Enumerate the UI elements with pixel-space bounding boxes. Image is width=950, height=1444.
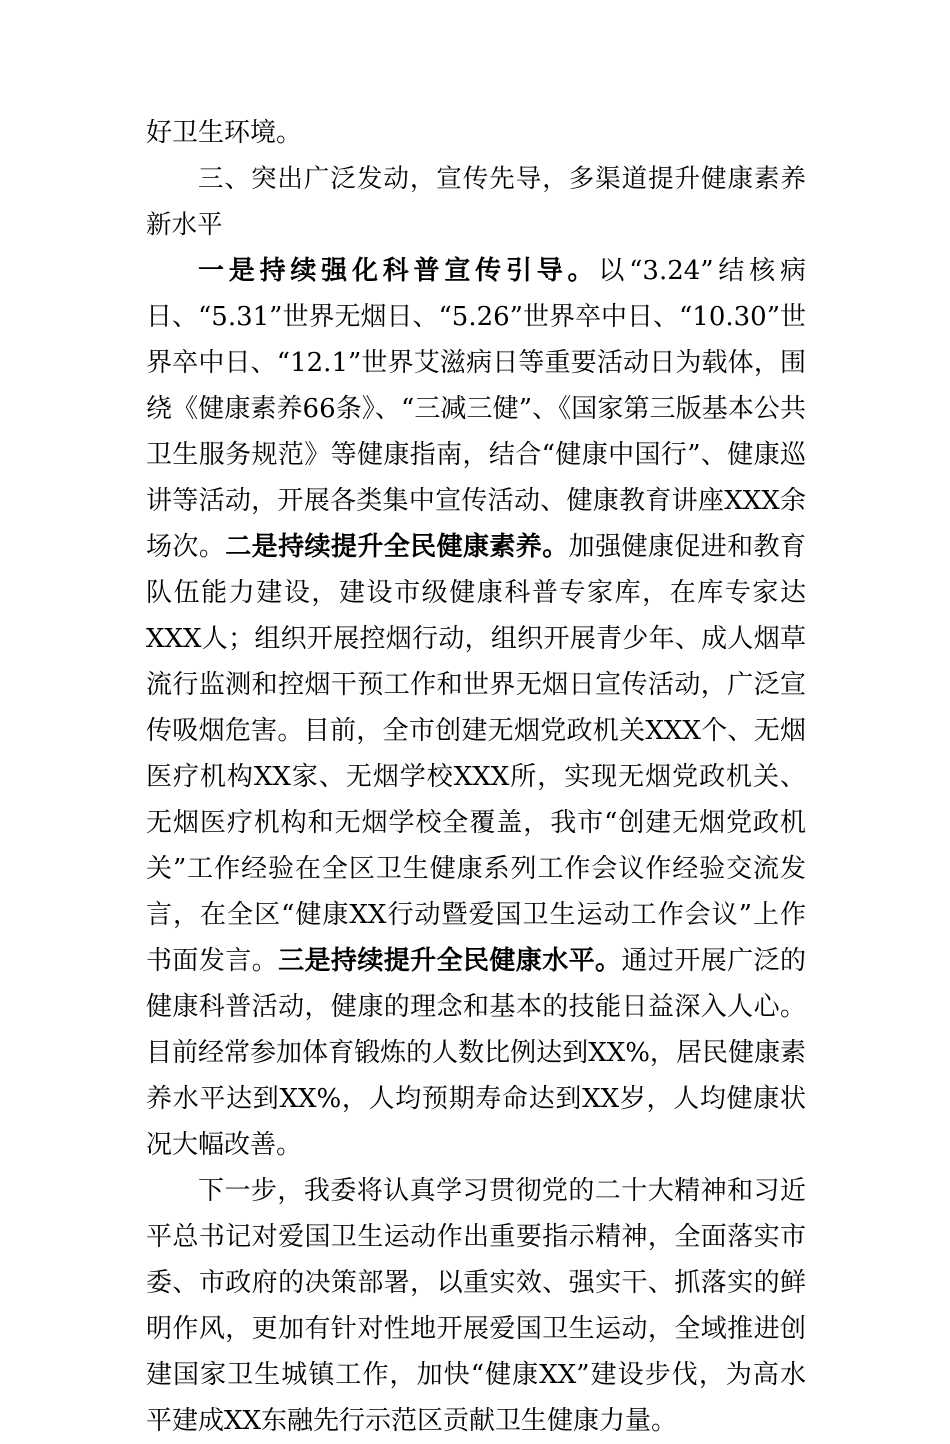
paragraph-next-steps: 下一步，我委将认真学习贯彻党的二十大精神和习近平总书记对爱国卫生运动作出重要指示精神，全面落实市委、市政府的决策部署，以重实效、强实干、抓落实的鲜明作风，更加有针对性地开展爱国卫生运动，全域推进创建国家卫生城镇工作，加快“健康XX”建设步伐，为高水平建成XX东融先行示范区贡献卫生健康力量。	[146, 1176, 806, 1436]
lead-sentence-1: 一是持续强化科普宣传引导。	[198, 256, 599, 286]
section-heading: 三、突出广泛发动，宣传先导，多渠道提升健康素养新水平	[146, 164, 806, 240]
paragraph-continuation: 好卫生环境。	[146, 118, 303, 148]
paragraph-health-literacy	[146, 248, 806, 1168]
lead-sentence-2: 二是持续提升全民健康素养。	[225, 532, 569, 562]
paragraph-text-1: 以“3.24”结核病日、“5.31”世界无烟日、“5.26”世界卒中日、“10.30”世界卒中日、“12.1”世界艾滋病日等重要活动日为载体，围绕《健康素养66条》、“三减三健”、《国家第三版基本公共卫生服务规范》等健康指南，结合“健康中国行”、健康巡讲等活动，开展各类集中宣传活动、健康教育讲座XXX余场次。	[146, 256, 806, 562]
paragraph-text-3: 通过开展广泛的健康科普活动，健康的理念和基本的技能日益深入人心。目前经常参加体育锻炼的人数比例达到XX%，居民健康素养水平达到XX%，人均预期寿命达到XX岁，人均健康状况大幅改善。	[146, 946, 806, 1160]
document-page	[146, 110, 806, 1444]
lead-sentence-3: 三是持续提升全民健康水平。	[278, 946, 622, 976]
paragraph-text-2: 加强健康促进和教育队伍能力建设，建设市级健康科普专家库，在库专家达XXX人；组织开展控烟行动，组织开展青少年、成人烟草流行监测和控烟干预工作和世界无烟日宣传活动，广泛宣传吸烟危害。目前，全市创建无烟党政机关XXX个、无烟医疗机构XX家、无烟学校XXX所，实现无烟党政机关、无烟医疗机构和无烟学校全覆盖，我市“创建无烟党政机关”工作经验在全区卫生健康系列工作会议作经验交流发言，在全区“健康XX行动暨爱国卫生运动工作会议”上作书面发言。	[146, 532, 806, 976]
